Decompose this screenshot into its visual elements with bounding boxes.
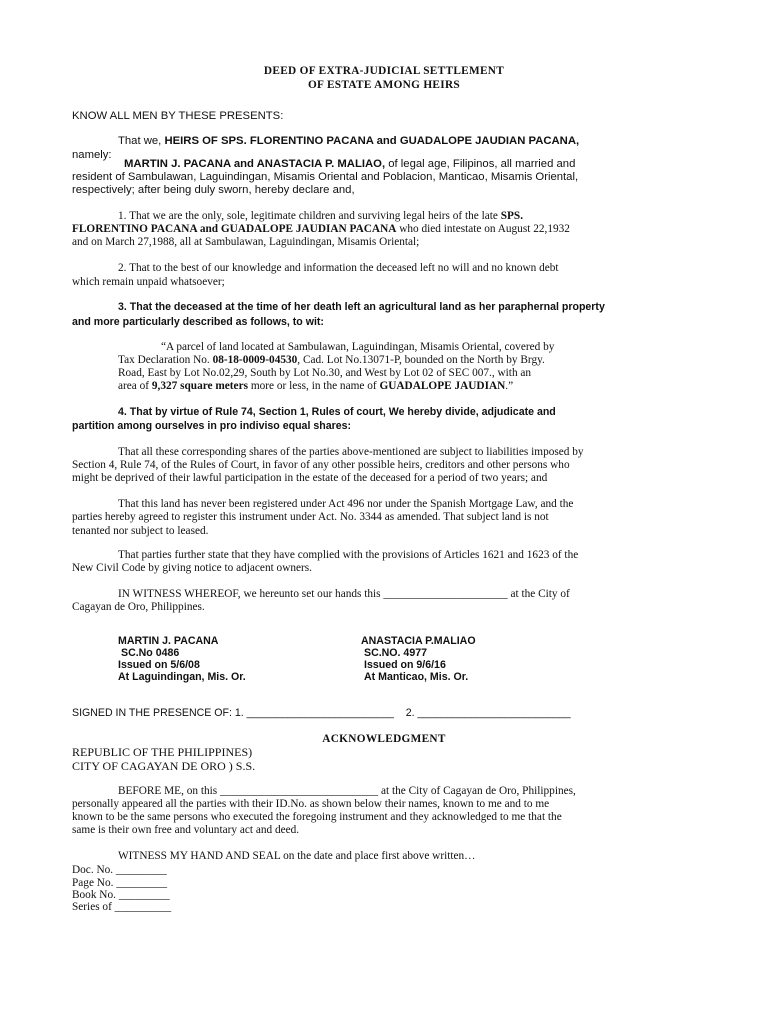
land-area-label: area of: [118, 380, 152, 392]
before-me-city: at the City of Cagayan de Oro, Philippines,: [381, 785, 576, 797]
para1-rest: who died intestate on August 22,1932: [396, 223, 570, 235]
republic-line: REPUBLIC OF THE PHILIPPINES): [72, 745, 253, 759]
before-me-line: [118, 785, 576, 798]
land-line-4: [118, 380, 513, 393]
signatory-name: MARTIN J. PACANA: [118, 635, 219, 647]
signatory-place: At Laguindingan, Mis. Or.: [118, 671, 246, 683]
land-name-label: more or less, in the name of: [248, 380, 380, 392]
book-no-field: Book No. _________: [72, 889, 170, 901]
para1-names: FLORENTINO PACANA and GUADALOPE JAUDIAN PACANA: [72, 223, 397, 235]
witness-line-1: [118, 588, 570, 601]
presence-blank-1: _________________________: [246, 707, 394, 719]
presence-label: SIGNED IN THE PRESENCE OF: 1.: [72, 707, 247, 719]
para1-line-2: [72, 223, 570, 236]
land-tax-label: Tax Declaration No.: [118, 354, 213, 366]
para1-lead: 1. That we are the only, sole, legitimate children and surviving legal heirs of the late: [118, 210, 501, 222]
land-line-2: [118, 354, 545, 367]
signatory-sc: SC.No 0486: [121, 647, 180, 659]
signatory-name: ANASTACIA P.MALIAO: [361, 635, 476, 647]
para3-line-1: 3. That the deceased at the time of her death left an agricultural land as her paraphernal property: [118, 301, 605, 313]
para4-line-2: partition among ourselves in pro indiviso equal shares:: [72, 420, 352, 432]
signatory-issued: Issued on 9/6/16: [364, 659, 446, 671]
witness-date-blank: ______________________: [383, 588, 508, 600]
para3-line-2: and more particularly described as follows, to wit:: [72, 316, 324, 328]
names-rest: of legal age, Filipinos, all married and: [385, 158, 576, 170]
signatory-issued: Issued on 5/6/08: [118, 659, 200, 671]
names-bold: MARTIN J. PACANA and ANASTACIA P. MALIAO,: [124, 158, 386, 170]
witness-line-2: Cagayan de Oro, Philippines.: [72, 601, 205, 613]
parties-names-line: [124, 158, 575, 171]
land-close-quote: .”: [505, 380, 514, 392]
para2-line-1: 2. That to the best of our knowledge and information the deceased left no will and no known debt: [118, 262, 559, 274]
signatory-sc: SC.NO. 4977: [364, 647, 428, 659]
heirs-name: HEIRS OF SPS. FLORENTINO PACANA and GUADALOPE JAUDIAN PACANA,: [164, 135, 580, 147]
land-line-1: “A parcel of land located at Sambulawan, Laguindingan, Misamis Oriental, covered by: [161, 341, 555, 353]
para1-line-3: and on March 27,1988, all at Sambulawan, Laguindingan, Misamis Oriental;: [72, 236, 420, 248]
land-tax-number: 08-18-0009-04530: [212, 354, 298, 366]
para6-line-1: That this land has never been registered under Act 496 nor under the Spanish Mortgage Law, and the: [118, 498, 574, 510]
para5-line-1: That all these corresponding shares of the parties above-mentioned are subject to liabilities imposed by: [118, 446, 584, 458]
series-field: Series of __________: [72, 901, 172, 913]
doc-no-field: Doc. No. _________: [72, 864, 167, 876]
para2-line-2: which remain unpaid whatsoever;: [72, 276, 225, 288]
para6-line-3: tenanted nor subject to leased.: [72, 525, 209, 537]
land-line-3: Road, East by Lot No.02,29, South by Lot No.30, and West by Lot 02 of SEC 007., with an: [118, 367, 532, 379]
parties-line-1: [118, 135, 579, 148]
witness-text: IN WITNESS WHEREOF, we hereunto set our hands this: [118, 588, 381, 600]
intro-line: KNOW ALL MEN BY THESE PRESENTS:: [72, 110, 284, 122]
signatory-place: At Manticao, Mis. Or.: [364, 671, 469, 683]
presence-blank-2: __________________________: [417, 707, 571, 719]
parties-line-4: respectively; after being duly sworn, hereby declare and,: [72, 184, 355, 196]
para4-line-1: 4. That by virtue of Rule 74, Section 1, Rules of court, We hereby divide, adjudicate and: [118, 406, 556, 418]
para5-line-2: Section 4, Rule 74, of the Rules of Court, in favor of any other possible heirs, creditors and other persons who: [72, 459, 570, 471]
acknowledgment-title: ACKNOWLEDGMENT: [322, 733, 446, 745]
before-me-blank: ____________________________: [220, 785, 379, 797]
land-area-value: 9,327 square meters: [151, 380, 248, 392]
para7-line-2: New Civil Code by giving notice to adjacent owners.: [72, 562, 313, 574]
that-we-text: That we,: [118, 135, 165, 147]
before-me-text: BEFORE ME, on this: [118, 785, 218, 797]
title-line-1: DEED OF EXTRA-JUDICIAL SETTLEMENT: [263, 65, 505, 77]
city-line: CITY OF CAGAYAN DE ORO ) S.S.: [72, 759, 256, 773]
namely-label: namely:: [72, 149, 112, 161]
signed-presence-line: [72, 707, 571, 720]
witness-hand-line: WITNESS MY HAND AND SEAL on the date and place first above written…: [118, 850, 476, 862]
para1-sps: SPS.: [500, 210, 524, 222]
para7-line-1: That parties further state that they have complied with the provisions of Articles 1621 and 1623 of the: [118, 549, 579, 561]
ack-line-4: same is their own free and voluntary act and deed.: [72, 824, 300, 836]
ack-line-3: known to be the same persons who executed the foregoing instrument and they acknowledged to me that the: [72, 811, 562, 823]
land-owner-name: GUADALOPE JAUDIAN: [379, 380, 506, 392]
page-no-field: Page No. _________: [72, 877, 168, 889]
parties-line-3: resident of Sambulawan, Laguindingan, Misamis Oriental and Poblacion, Manticao, Misamis Oriental,: [72, 171, 579, 183]
title-line-2: OF ESTATE AMONG HEIRS: [307, 79, 461, 91]
para1-line-1: [118, 210, 523, 223]
presence-number-2: 2.: [405, 707, 418, 719]
land-lot-text: , Cad. Lot No.13071-P, bounded on the North by Brgy.: [297, 354, 545, 366]
witness-city-text: at the City of: [510, 588, 570, 600]
para5-line-3: might be deprived of their lawful participation in the estate of the deceased for a period of two years; and: [72, 472, 548, 484]
ack-line-2: personally appeared all the parties with their ID.No. as shown below their names, known to me and to me: [72, 798, 550, 810]
para6-line-2: parties hereby agreed to register this instrument under Act. No. 3344 as amended. That subject land is not: [72, 511, 549, 523]
